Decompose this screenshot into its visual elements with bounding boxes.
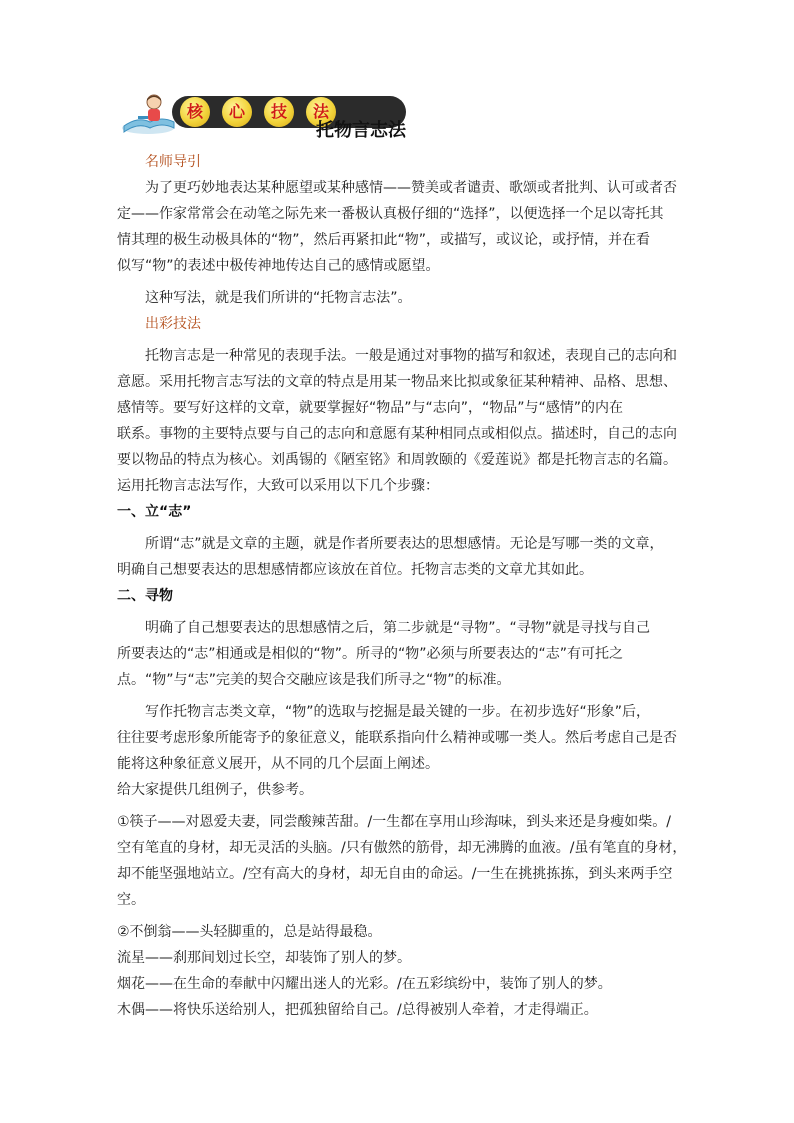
paragraph-line: 联系。事物的主要特点要与自己的志向和意愿有某种相同点或相似点。描述时，自己的志向 xyxy=(117,426,677,442)
paragraph-line: ①筷子——对恩爱夫妻，同尝酸辣苦甜。/一生都在享用山珍海味，到头来还是身瘦如柴。/ xyxy=(117,814,671,830)
paragraph-line: 木偶——将快乐送给别人，把孤独留给自己。/总得被别人牵着，才走得端正。 xyxy=(117,1002,598,1018)
paragraph-line: 感情等。要写好这样的文章，就要掌握好“物品”与“志向”，“物品”与“感情”的内在 xyxy=(117,400,624,416)
paragraph-line: ②不倒翁——头轻脚重的，总是站得最稳。 xyxy=(117,924,382,940)
badge-char-2: 心 xyxy=(222,97,252,127)
paragraph-line: 所要表达的“志”相通或是相似的“物”。所寻的“物”必须与所要表达的“志”有可托之 xyxy=(117,646,624,662)
reading-figure-icon xyxy=(118,92,178,136)
paragraph-line: 为了更巧妙地表达某种愿望或某种感情——赞美或者谴责、歌颂或者批判、认可或者否 xyxy=(145,180,677,196)
paragraph-line: 烟花——在生命的奉献中闪耀出迷人的光彩。/在五彩缤纷中，装饰了别人的梦。 xyxy=(117,976,612,992)
paragraph-line: 这种写法，就是我们所讲的“托物言志法”。 xyxy=(145,290,412,306)
paragraph-line: 定——作家常常会在动笔之际先来一番极认真极仔细的“选择”，以便选择一个足以寄托其 xyxy=(117,206,664,222)
paragraph-line: 要以物品的特点为核心。刘禹锡的《陋室铭》和周敦颐的《爱莲说》都是托物言志的名篇。 xyxy=(117,452,677,468)
section-heading: 二、寻物 xyxy=(117,588,173,604)
paragraph-line: 空。 xyxy=(117,892,145,908)
paragraph-line: 意愿。采用托物言志写法的文章的特点是用某一物品来比拟或象征某种精神、品格、思想、 xyxy=(117,374,677,390)
paragraph-line: 给大家提供几组例子，供参考。 xyxy=(117,782,313,798)
paragraph-line: 明确自己想要表达的思想感情都应该放在首位。托物言志类的文章尤其如此。 xyxy=(117,562,593,578)
badge-char-3: 技 xyxy=(264,97,294,127)
paragraph-line: 情其理的极生动极具体的“物”，然后再紧扣此“物”，或描写，或议论，或抒情，并在看 xyxy=(117,232,651,248)
paragraph-line: 却不能坚强地站立。/空有高大的身材，却无自由的命运。/一生在挑挑拣拣，到头来两手空 xyxy=(117,866,673,882)
paragraph-line: 空有笔直的身材，却无灵活的头脑。/只有傲然的筋骨，却无沸腾的血液。/虽有笔直的身材， xyxy=(117,840,687,856)
subheading: 名师导引 xyxy=(145,154,201,170)
paragraph-line: 托物言志是一种常见的表现手法。一般是通过对事物的描写和叙述，表现自己的志向和 xyxy=(145,348,677,364)
paragraph-line: 运用托物言志法写作，大致可以采用以下几个步骤： xyxy=(117,478,439,494)
paragraph-line: 写作托物言志类文章，“物”的选取与挖掘是最关键的一步。在初步选好“形象”后， xyxy=(145,704,651,720)
page-title: 托物言志法 xyxy=(316,120,406,141)
badge-char-1: 核 xyxy=(180,97,210,127)
paragraph-line: 往往要考虑形象所能寄予的象征意义，能联系指向什么精神或哪一类人。然后考虑自己是否 xyxy=(117,730,677,746)
paragraph-line: 明确了自己想要表达的思想感情之后，第二步就是“寻物”。“寻物”就是寻找与自己 xyxy=(145,620,651,636)
paragraph-line: 似写“物”的表述中极传神地传达自己的感情或愿望。 xyxy=(117,258,440,274)
badge-char-4: 法 xyxy=(306,97,336,127)
paragraph-line: 能将这种象征意义展开，从不同的几个层面上阐述。 xyxy=(117,756,439,772)
paragraph-line: 所谓“志”就是文章的主题，就是作者所要表达的思想感情。无论是写哪一类的文章， xyxy=(145,536,664,552)
section-heading: 一、立“志” xyxy=(117,504,192,520)
paragraph-line: 点。“物”与“志”完美的契合交融应该是我们所寻之“物”的标准。 xyxy=(117,672,511,688)
paragraph-line: 流星——刹那间划过长空，却装饰了别人的梦。 xyxy=(117,950,411,966)
subheading: 出彩技法 xyxy=(145,316,201,332)
